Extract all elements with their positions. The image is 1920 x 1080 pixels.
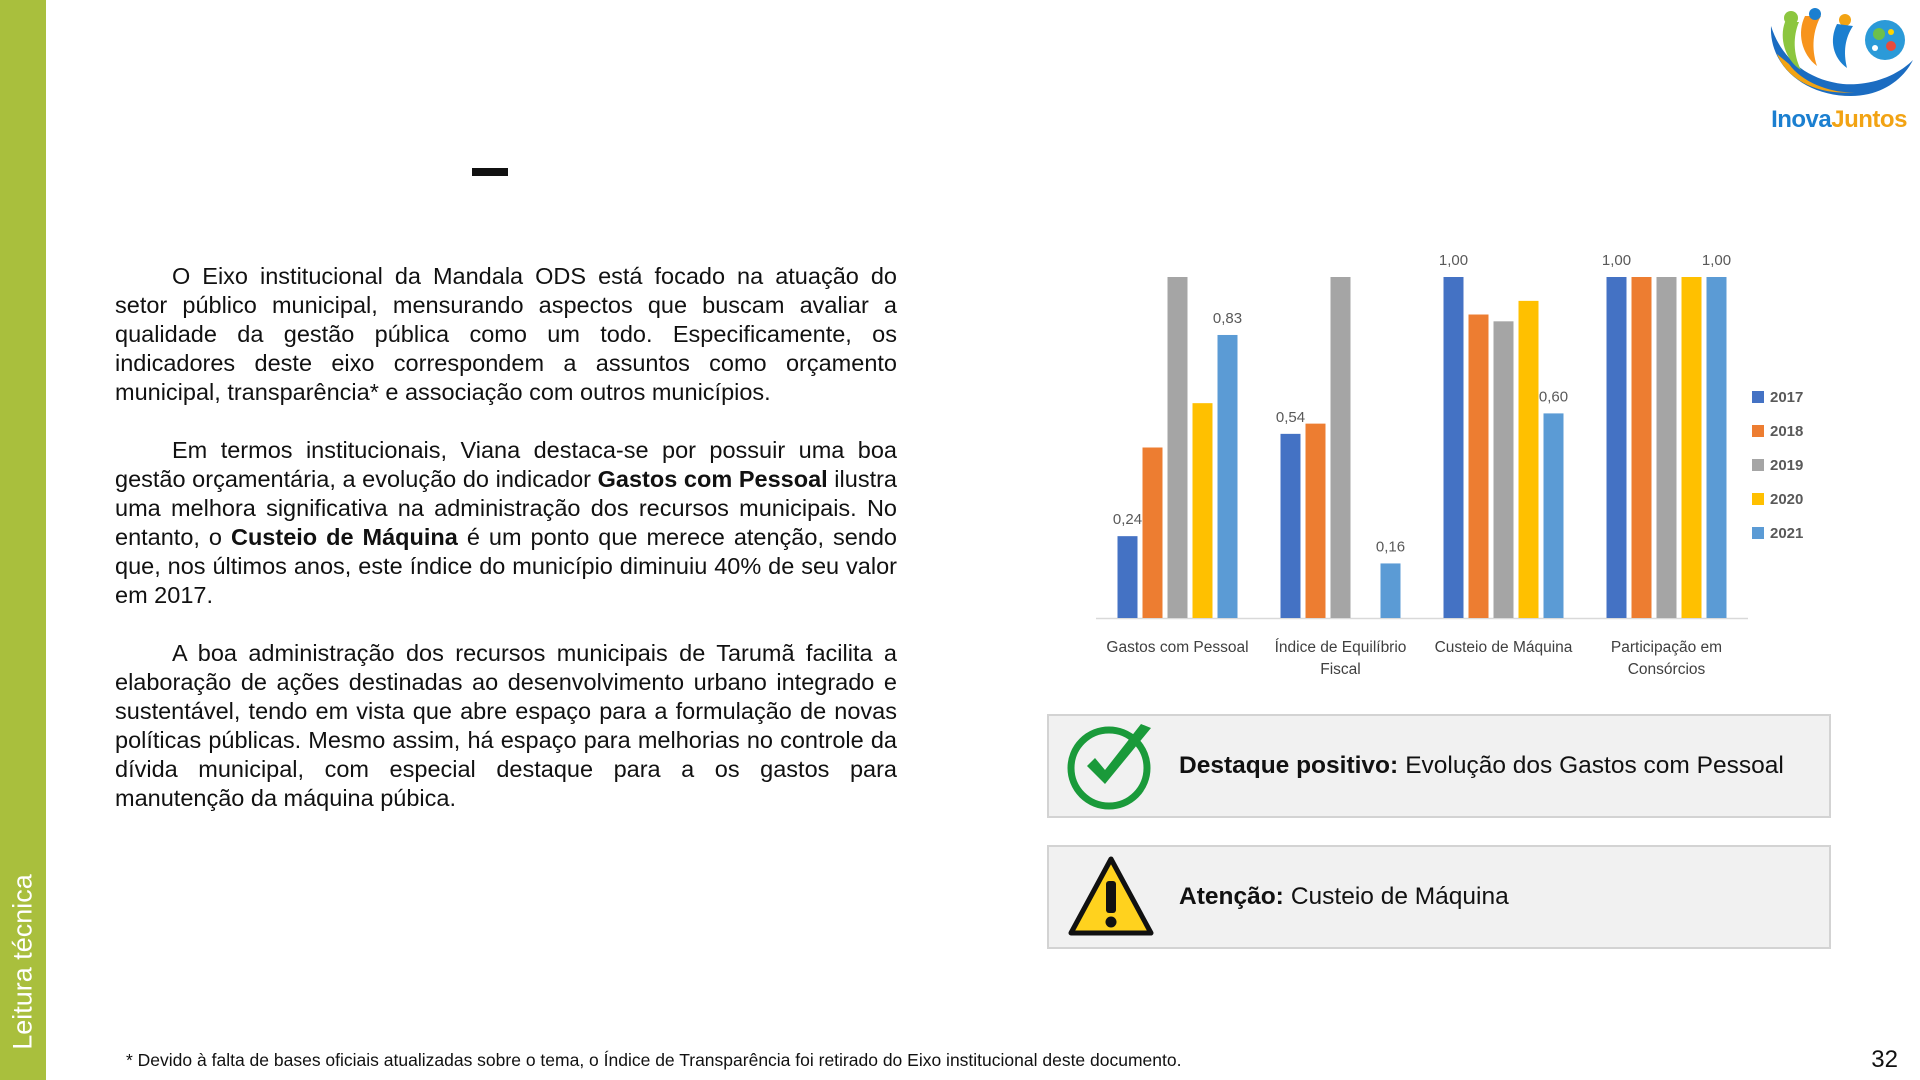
bar-2021-0 (1218, 335, 1238, 618)
data-label: 0,83 (1212, 309, 1243, 327)
category-label: Consórcios (1627, 661, 1706, 678)
legend-label-2020: 2020 (1770, 491, 1804, 508)
warning-icon (1065, 853, 1157, 941)
page-number: 32 (1871, 1046, 1898, 1073)
body-text (115, 262, 897, 842)
legend-swatch-2018 (1752, 425, 1764, 437)
highlight-gastos: Gastos com Pessoal (597, 466, 828, 492)
paragraph-3: A boa administração dos recursos municipais de Tarumã facilita a elaboração de ações destinadas ao desenvolvimento urbano integrado e sustentável, tendo em vista que abre espaço para a formulação de novas políticas públicas. Mesmo assim, há espaço para melhorias no controle da dívida municipal, com especial destaque para a os gastos para manutenção da máquina púbica. (115, 640, 897, 811)
bar-2018-0 (1143, 448, 1163, 619)
data-label: 1,00 (1701, 252, 1732, 269)
bar-2021-3 (1707, 277, 1727, 618)
legend-label-2018: 2018 (1770, 423, 1804, 440)
bar-2019-3 (1657, 277, 1677, 618)
data-label: 0,60 (1538, 388, 1569, 406)
bar-2021-1 (1381, 563, 1401, 618)
category-label: Custeio de Máquina (1434, 639, 1573, 656)
title-dash (472, 168, 508, 176)
bar-2019-1 (1331, 277, 1351, 618)
bar-2017-0 (1118, 536, 1138, 618)
bar-2017-1 (1281, 434, 1301, 618)
legend-swatch-2017 (1752, 391, 1764, 403)
bar-2019-2 (1494, 321, 1514, 618)
data-label: 1,00 (1438, 252, 1469, 269)
bar-2020-3 (1682, 277, 1702, 618)
data-label: 1,00 (1601, 252, 1632, 269)
positive-highlight-text: Destaque positivo: Evolução dos Gastos com Pessoal (1179, 752, 1784, 779)
legend-label-2017: 2017 (1770, 389, 1804, 406)
attention-box (1047, 845, 1831, 949)
check-icon (1065, 722, 1157, 810)
bar-2019-0 (1168, 277, 1188, 618)
legend-label-2019: 2019 (1770, 457, 1804, 474)
bar-2018-3 (1632, 277, 1652, 618)
legend-swatch-2021 (1752, 527, 1764, 539)
legend-label-2021: 2021 (1770, 525, 1804, 542)
side-label: Leitura técnica (7, 874, 38, 1050)
bar-chart (1060, 252, 1804, 685)
paragraph-2: Em termos institucionais, Viana destaca-se por possuir uma boa gestão orçamentária, a evolução do indicador Gastos com Pessoal ilustra uma melhora significativa na administração dos recursos municipais. No entanto, o Custeio de Máquina é um ponto que merece atenção, sendo que, nos últimos anos, este índice do município diminuiu 40% de seu valor em 2017. (115, 437, 897, 608)
legend-swatch-2019 (1752, 459, 1764, 471)
side-bar (0, 0, 46, 1080)
bar-2018-2 (1469, 315, 1489, 618)
data-label: 0,24 (1112, 511, 1143, 529)
data-label: 0,16 (1375, 538, 1406, 556)
inovajuntos-logo (1763, 8, 1915, 138)
bar-2017-2 (1444, 277, 1464, 618)
data-label: 0,54 (1275, 408, 1306, 426)
logo-text: InovaJuntos (1771, 106, 1907, 133)
logo-graphic (1763, 8, 1915, 108)
bar-2020-2 (1519, 301, 1539, 618)
category-label: Participação em (1610, 639, 1723, 656)
bar-2020-0 (1193, 403, 1213, 618)
bar-2021-2 (1544, 413, 1564, 618)
attention-text: Atenção: Custeio de Máquina (1179, 883, 1509, 910)
bar-2018-1 (1306, 424, 1326, 618)
footnote: * Devido à falta de bases oficiais atualizadas sobre o tema, o Índice de Transparência foi retirado do Eixo institucional deste documento. (126, 1050, 1182, 1070)
positive-highlight-box (1047, 714, 1831, 818)
paragraph-1: O Eixo institucional da Mandala ODS está focado na atuação do setor público municipal, mensurando aspectos que buscam avaliar a qualidade da gestão pública como um todo. Especificamente, os indicadores deste eixo correspondem a assuntos como orçamento municipal, transparência* e associação com outros municípios. (115, 263, 897, 405)
legend-swatch-2020 (1752, 493, 1764, 505)
highlight-custeio: Custeio de Máquina (230, 524, 458, 550)
category-label: Fiscal (1320, 661, 1361, 678)
category-label: Índice de Equilíbrio (1274, 639, 1407, 656)
category-label: Gastos com Pessoal (1106, 639, 1249, 656)
bar-2017-3 (1607, 277, 1627, 618)
